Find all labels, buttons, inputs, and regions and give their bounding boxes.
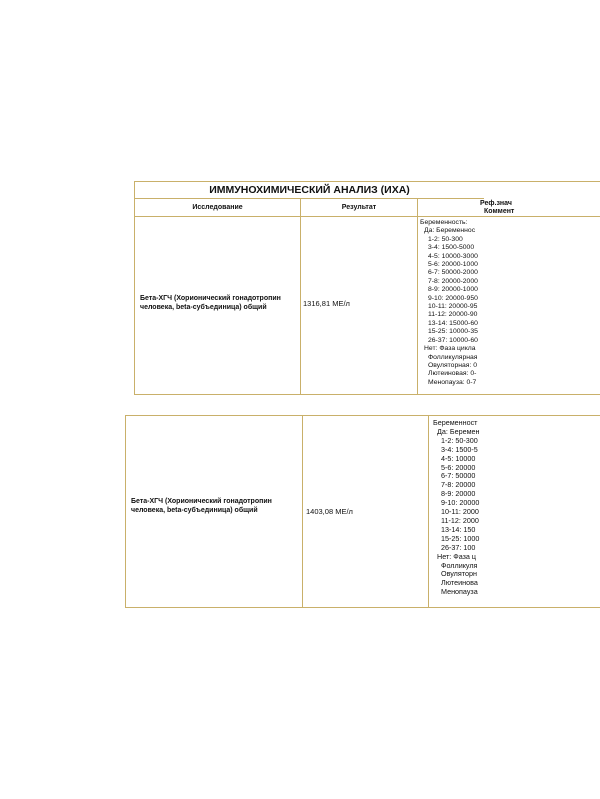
results-table-1 bbox=[134, 181, 600, 395]
column-divider bbox=[417, 199, 418, 394]
reference-line: Лютеиновая: 0- bbox=[428, 370, 477, 378]
reference-line: 5-6: 20000-1000 bbox=[428, 261, 478, 269]
header-ref-line1: Реф.знач bbox=[480, 200, 512, 207]
reference-line: Да: Беремен bbox=[437, 426, 480, 436]
test-result-value: 1403,08 МЕ/л bbox=[306, 507, 353, 516]
reference-values bbox=[420, 219, 478, 387]
reference-line: 3-4: 1500-5 bbox=[441, 444, 478, 454]
header-reference bbox=[418, 199, 600, 216]
reference-line: 11-12: 20000-90 bbox=[428, 311, 478, 319]
reference-line: Лютеинова bbox=[441, 578, 478, 588]
reference-line: 1-2: 50-300 bbox=[441, 435, 478, 445]
reference-line: Нет: Фаза ц bbox=[437, 551, 477, 561]
reference-line: 4-5: 10000 bbox=[441, 453, 476, 463]
reference-line: 15-25: 1000 bbox=[441, 533, 480, 543]
test-name: Бета-ХГЧ (Хорионический гонадотропин человека, beta-субъединица) общий bbox=[131, 498, 272, 514]
reference-line: Фолликуля bbox=[441, 560, 478, 570]
reference-line: 5-6: 20000 bbox=[441, 462, 476, 472]
column-divider bbox=[300, 199, 301, 394]
section-title: ИММУНОХИМИЧЕСКИЙ АНАЛИЗ (ИХА) bbox=[135, 182, 484, 199]
reference-line: 26-37: 100 bbox=[441, 542, 476, 552]
header-ref-line2: Коммент bbox=[484, 208, 515, 215]
test-name: Бета-ХГЧ (Хорионический гонадотропин человека, beta-субъединица) общий bbox=[140, 295, 281, 311]
test-result-value: 1316,81 МЕ/л bbox=[303, 299, 350, 308]
reference-line: 10-11: 20000-95 bbox=[428, 303, 478, 311]
results-table-2 bbox=[125, 415, 600, 608]
reference-line: 7-8: 20000 bbox=[441, 480, 476, 490]
reference-line: 1-2: 50-300 bbox=[428, 235, 463, 243]
reference-line: Фолликулярная bbox=[428, 353, 478, 361]
reference-values bbox=[433, 419, 479, 597]
reference-line: 13-14: 150 bbox=[441, 524, 476, 534]
header-study: Исследование bbox=[192, 204, 243, 211]
reference-line: 4-5: 10000-3000 bbox=[428, 252, 478, 260]
reference-line: Беременность: bbox=[420, 219, 468, 226]
reference-line: Менопауза: 0-7 bbox=[428, 378, 477, 386]
reference-line: 10-11: 2000 bbox=[441, 507, 479, 517]
reference-line: 8-9: 20000-1000 bbox=[428, 286, 478, 294]
table-header-row bbox=[135, 199, 600, 217]
reference-line: 13-14: 15000-60 bbox=[428, 319, 478, 327]
reference-line: 6-7: 50000-2000 bbox=[428, 269, 478, 277]
reference-line: 9-10: 20000-950 bbox=[428, 294, 478, 302]
reference-line: 11-12: 2000 bbox=[441, 515, 479, 525]
reference-line: Овуляторн bbox=[441, 569, 477, 579]
reference-line: Беременност bbox=[433, 418, 478, 427]
reference-line: 8-9: 20000 bbox=[441, 489, 476, 499]
reference-line: Да: Беременнос bbox=[424, 227, 476, 235]
header-result: Результат bbox=[341, 204, 377, 211]
reference-line: Нет: Фаза цикла bbox=[424, 345, 476, 353]
reference-line: 3-4: 1500-5000 bbox=[428, 244, 475, 252]
column-divider bbox=[302, 416, 303, 607]
reference-line: 9-10: 20000 bbox=[441, 498, 480, 508]
reference-line: 6-7: 50000 bbox=[441, 471, 476, 481]
reference-line: 26-37: 10000-60 bbox=[428, 336, 478, 344]
reference-line: Овуляторная: 0 bbox=[428, 361, 478, 369]
reference-line: 7-8: 20000-2000 bbox=[428, 277, 478, 285]
reference-line: Менопауза bbox=[441, 587, 478, 597]
column-divider bbox=[428, 416, 429, 607]
reference-line: 15-25: 10000-35 bbox=[428, 328, 478, 336]
